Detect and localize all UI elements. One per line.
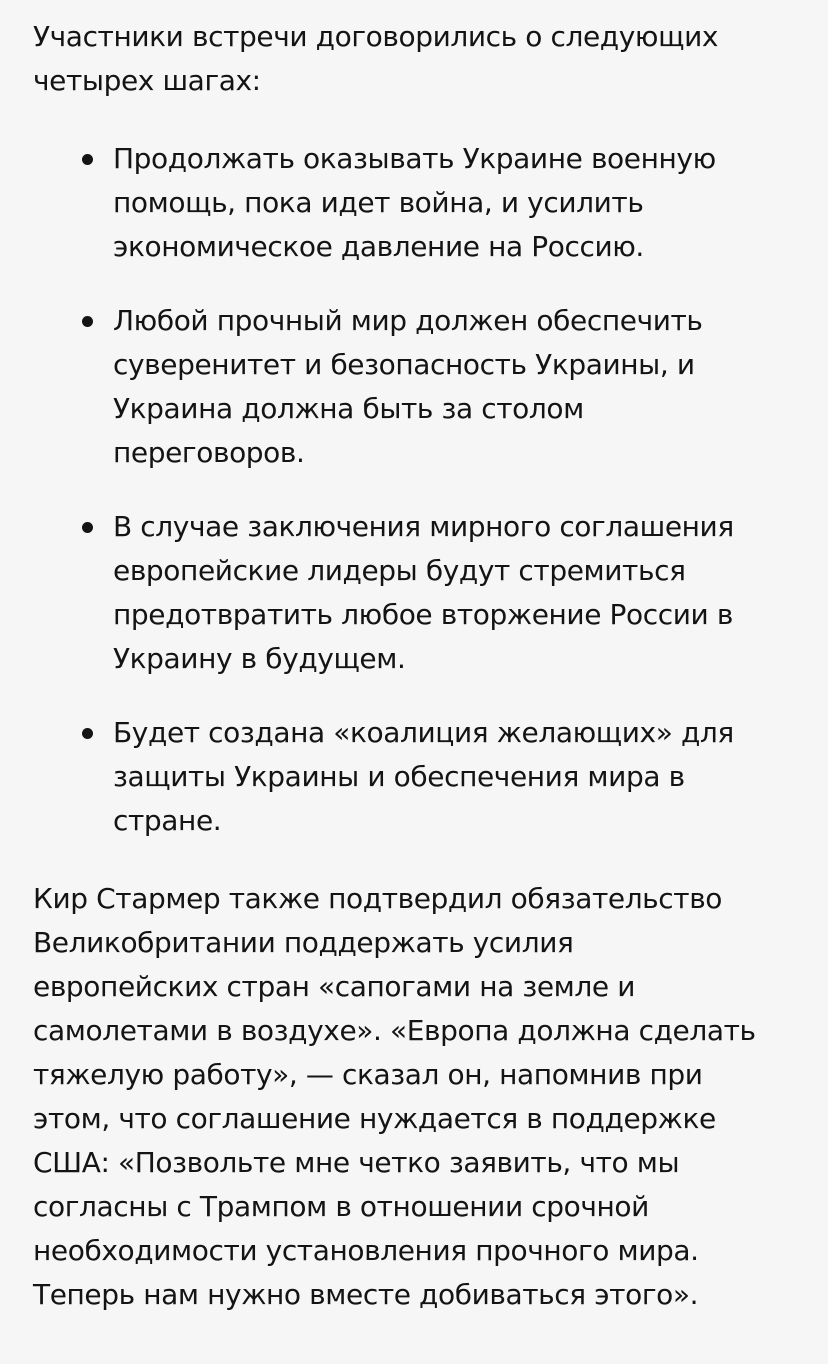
text-line: Кир Стармер также подтвердил обязательство xyxy=(33,882,723,915)
bullet-icon xyxy=(82,728,93,739)
text-line: согласны с Трампом в отношении срочной xyxy=(33,1190,649,1223)
text-line: переговоров. xyxy=(113,436,305,469)
text-line: помощь, пока идет война, и усилить xyxy=(113,186,644,219)
text-line: Продолжать оказывать Украине военную xyxy=(113,142,716,175)
text-line: предотвратить любое вторжение России в xyxy=(113,598,733,631)
text-line: европейских стран «сапогами на земле и xyxy=(33,970,636,1003)
bullet-icon xyxy=(82,522,93,533)
text-line: защиты Украины и обеспечения мира в xyxy=(113,760,685,793)
text-line: необходимости установления прочного мира. xyxy=(33,1234,699,1267)
text-line: стране. xyxy=(113,804,222,837)
intro-paragraph xyxy=(33,15,798,103)
text-line: суверенитет и безопасность Украины, и xyxy=(113,348,695,381)
text-line: Украина должна быть за столом xyxy=(113,392,584,425)
text-line: США: «Позвольте мне четко заявить, что мы xyxy=(33,1146,680,1179)
list-item xyxy=(33,711,798,843)
list-item xyxy=(33,505,798,681)
text-line: Теперь нам нужно вместе добиваться этого». xyxy=(33,1278,699,1311)
list-item xyxy=(33,299,798,475)
text-line: этом, что соглашение нуждается в поддержке xyxy=(33,1102,716,1135)
text-line: В случае заключения мирного соглашения xyxy=(113,510,734,543)
text-line: Украину в будущем. xyxy=(113,642,406,675)
text-line: Будет создана «коалиция желающих» для xyxy=(113,716,734,749)
steps-list xyxy=(33,137,798,843)
list-item xyxy=(33,137,798,269)
text-line: самолетами в воздухе». «Европа должна сделать xyxy=(33,1014,756,1047)
closing-paragraph xyxy=(33,877,798,1317)
bullet-icon xyxy=(82,316,93,327)
text-line: тяжелую работу», — сказал он, напомнив при xyxy=(33,1058,703,1091)
text-line: Любой прочный мир должен обеспечить xyxy=(113,304,703,337)
text-line: экономическое давление на Россию. xyxy=(113,230,644,263)
text-line: четырех шагах: xyxy=(33,64,261,97)
text-line: Великобритании поддержать усилия xyxy=(33,926,574,959)
bullet-icon xyxy=(82,154,93,165)
text-line: Участники встречи договорились о следующих xyxy=(33,20,719,53)
text-line: европейские лидеры будут стремиться xyxy=(113,554,686,587)
